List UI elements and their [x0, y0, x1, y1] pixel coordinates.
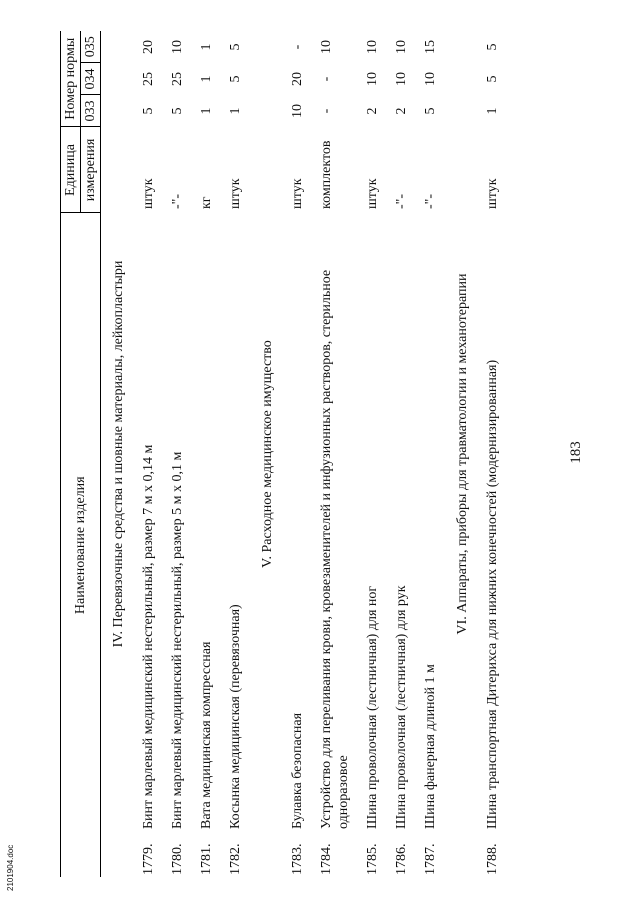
table-row: [221, 31, 250, 877]
row-norm-034: 25: [141, 72, 156, 86]
row-number: 1785.: [365, 843, 380, 875]
row-norm-033: 5: [141, 107, 156, 115]
row-number: 1779.: [141, 843, 156, 875]
row-norm-034: 5: [228, 75, 243, 83]
table-row: [136, 31, 163, 877]
header-norm: Номер нормы: [61, 31, 81, 127]
row-number: 1786.: [394, 843, 409, 875]
row-norm-035: 1: [199, 43, 214, 51]
row-norm-035: 20: [141, 40, 156, 54]
table-row: [480, 31, 507, 877]
row-unit: комплектов: [319, 140, 334, 209]
row-name: Косынка медицинская (перевязочная): [228, 604, 243, 829]
table-row: [387, 31, 416, 877]
row-norm-034: 5: [485, 75, 500, 83]
row-name: Шина проволочная (лестничная) для рук: [394, 585, 409, 829]
row-name: Устройство для переливания крови, кровезаменителей и инфузионных растворов, стерильное одноразовое: [319, 269, 351, 829]
row-unit: -"-: [170, 193, 185, 209]
table-row: [416, 31, 445, 877]
row-unit: штук: [485, 178, 500, 209]
header-unit-line2: измерения: [81, 127, 101, 213]
table-row: [312, 31, 358, 877]
row-name: Булавка безопасная: [290, 712, 305, 829]
row-name: Шина проволочная (лестничная) для ног: [365, 585, 380, 829]
row-unit: штук: [228, 178, 243, 209]
page-number: 183: [568, 441, 584, 464]
row-norm-033: 2: [365, 107, 380, 115]
table-row: [192, 31, 221, 877]
row-unit: штук: [141, 178, 156, 209]
row-norm-034: 20: [290, 72, 305, 86]
table-row: [163, 31, 192, 877]
row-norm-034: 1: [199, 75, 214, 83]
table-row: [285, 31, 312, 877]
row-number: 1781.: [199, 843, 214, 875]
row-name: Шина транспортная Дитерихса для нижних конечностей (модернизированная): [485, 359, 500, 829]
row-norm-035: 10: [170, 40, 185, 54]
row-norm-035: 5: [485, 43, 500, 51]
row-norm-033: 5: [170, 107, 185, 115]
row-norm-035: 5: [228, 43, 243, 51]
header-norm-035: 035: [81, 31, 101, 63]
footer-filename: 2101904.doc: [6, 844, 15, 891]
row-unit: -"-: [423, 193, 438, 209]
row-name: Шина фанерная длиной 1 м: [423, 664, 438, 829]
row-unit: штук: [290, 178, 305, 209]
table-row: [358, 31, 387, 877]
row-number: 1787.: [423, 843, 438, 875]
header-norm-033: 033: [81, 95, 101, 127]
section-title: IV. Перевязочные средства и шовные материалы, лейкопластыри: [111, 260, 126, 648]
row-name: Бинт марлевый медицинский нестерильный, размер 7 м х 0,14 м: [141, 444, 156, 829]
row-number: 1780.: [170, 843, 185, 875]
row-norm-034: -: [319, 76, 334, 82]
row-norm-034: 10: [365, 72, 380, 86]
row-norm-035: -: [290, 44, 305, 50]
row-unit: -"-: [394, 193, 409, 209]
row-unit: штук: [365, 178, 380, 209]
row-name: Бинт марлевый медицинский нестерильный, размер 5 м х 0,1 м: [170, 451, 185, 829]
norms-table: [60, 31, 507, 877]
section-row: [101, 31, 137, 877]
header-name: Наименование изделия: [61, 213, 101, 877]
norms-table-container: [60, 31, 507, 877]
row-norm-033: 10: [290, 104, 305, 118]
row-norm-035: 10: [319, 40, 334, 54]
row-number: 1783.: [290, 843, 305, 875]
row-norm-035: 10: [365, 40, 380, 54]
row-number: 1788.: [485, 843, 500, 875]
section-row: [250, 31, 285, 877]
row-number: 1782.: [228, 843, 243, 875]
row-norm-034: 25: [170, 72, 185, 86]
row-norm-033: -: [319, 108, 334, 114]
row-norm-033: 1: [485, 107, 500, 115]
header-unit-line1: Единица: [61, 127, 81, 213]
row-norm-033: 1: [228, 107, 243, 115]
row-norm-033: 5: [423, 107, 438, 115]
row-unit: кг: [199, 196, 214, 209]
section-title: V. Расходное медицинское имущество: [260, 340, 275, 568]
row-norm-034: 10: [423, 72, 438, 86]
header-norm-034: 034: [81, 63, 101, 95]
section-title: VI. Аппараты, приборы для травматологии и механотерапии: [455, 273, 470, 635]
row-norm-034: 10: [394, 72, 409, 86]
row-norm-035: 10: [394, 40, 409, 54]
section-row: [445, 31, 480, 877]
row-number: 1784.: [319, 843, 334, 875]
row-norm-033: 1: [199, 107, 214, 115]
row-norm-035: 15: [423, 40, 438, 54]
row-norm-033: 2: [394, 107, 409, 115]
row-name: Вата медицинская компрессная: [199, 641, 214, 829]
